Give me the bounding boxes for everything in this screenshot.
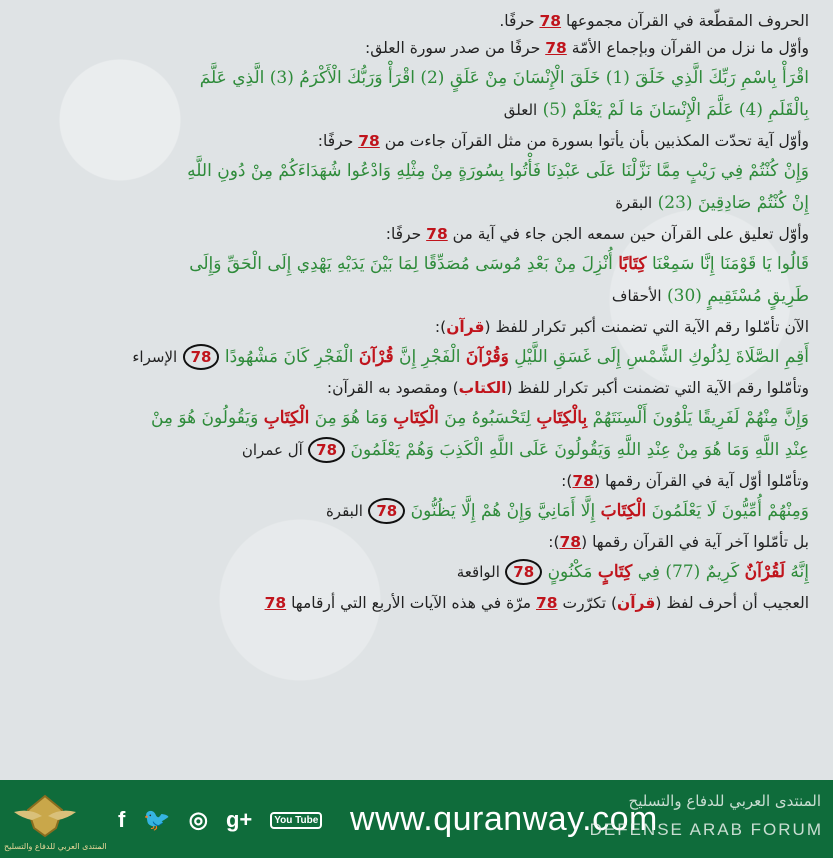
- social-icons: [118, 808, 322, 832]
- google-plus-icon[interactable]: g+: [225, 807, 253, 832]
- forum-logo-icon: [12, 788, 78, 850]
- circled-verse-number: 78: [368, 498, 405, 524]
- verse-text: وَإِنَّ مِنْهُمْ لَفَرِيقًا يَلْوُونَ أَلْسِنَتَهُمْ: [592, 408, 809, 428]
- text-fragment: بل تأمّلوا آخر آية في القرآن رقمها (: [581, 533, 809, 551]
- quran-verse: [20, 402, 809, 466]
- footer-bar: [0, 780, 833, 858]
- verse-text: قَالُوا يَا قَوْمَنَا إِنَّا سَمِعْنَا: [651, 254, 809, 274]
- text-line: [20, 128, 809, 155]
- surah-reference: العلق: [503, 101, 538, 119]
- verse-text: أَقِمِ الصَّلَاةَ لِدُلُوكِ الشَّمْسِ إِلَى غَسَقِ اللَّيْلِ: [514, 347, 809, 367]
- text-fragment: ):: [434, 318, 447, 336]
- verse-text: إِنْ كُنْتُمْ صَادِقِينَ (23): [657, 193, 809, 213]
- highlighted-word: لَقُرْآنٌ: [744, 562, 786, 582]
- text-fragment: ):: [548, 533, 560, 551]
- number-highlight: 78: [536, 594, 558, 612]
- number-highlight: 78: [559, 533, 582, 551]
- verse-text: أُنْزِلَ مِنْ بَعْدِ مُوسَى مُصَدِّقًا لِمَا بَيْنَ يَدَيْهِ يَهْدِي إِلَى الْحَقِّ وَإِلَى: [189, 254, 613, 274]
- verse-text: وَمِنْهُمْ أُمِّيُّونَ لَا يَعْلَمُونَ: [651, 501, 809, 521]
- text-fragment: مرّة في هذه الآيات الأربع التي أرقامها: [291, 594, 532, 612]
- highlighted-word: الكتاب: [458, 379, 507, 397]
- quran-verse: [20, 62, 809, 126]
- forum-watermark-english: DEFENSE ARAB FORUM: [589, 820, 823, 839]
- text-fragment: ):: [561, 472, 573, 490]
- instagram-icon[interactable]: ◎: [188, 807, 208, 832]
- quran-verse: [20, 341, 809, 373]
- text-fragment: حرفًا:: [317, 132, 354, 150]
- text-line: [20, 314, 809, 341]
- number-highlight: 78: [545, 39, 567, 57]
- website-link[interactable]: www.quranway.com: [350, 800, 658, 838]
- text-fragment: وتأمّلوا رقم الآية التي تضمنت أكبر تكرار للفظ (: [506, 379, 809, 397]
- text-fragment: حرفًا:: [385, 225, 422, 243]
- quran-verse: [20, 248, 809, 312]
- article-body: [20, 8, 809, 617]
- verse-text: وَإِنْ كُنْتُمْ فِي رَيْبٍ مِمَّا نَزَّلْنَا عَلَى عَبْدِنَا فَأْتُوا بِسُورَةٍ مِنْ مِثْلِهِ وَادْعُوا شُهَدَاءَكُمْ مِنْ دُونِ اللَّهِ: [187, 161, 809, 181]
- text-fragment: ) ومقصود به القرآن:: [326, 379, 459, 397]
- quran-verse: [20, 556, 809, 588]
- surah-reference: الإسراء: [132, 348, 178, 366]
- number-highlight: 78: [358, 132, 380, 150]
- text-line: [20, 221, 809, 248]
- verse-text: الْفَجْرِ إِنَّ: [399, 347, 461, 367]
- circled-verse-number: 78: [505, 559, 542, 585]
- surah-reference: البقرة: [325, 502, 363, 520]
- text-fragment: وتأمّلوا أوّل آية في القرآن رقمها (: [593, 472, 809, 490]
- verse-text: طَرِيقٍ مُسْتَقِيمٍ (30): [667, 286, 809, 306]
- highlighted-word: كِتَابٍ: [597, 562, 633, 582]
- verse-text: لِتَحْسَبُوهُ مِنَ: [444, 408, 531, 428]
- highlighted-word: قرآن: [446, 318, 485, 336]
- quran-verse: [20, 495, 809, 527]
- circled-verse-number: 78: [308, 437, 345, 463]
- verse-text: بِالْقَلَمِ (4) عَلَّمَ الْإِنْسَانَ مَا لَمْ يَعْلَمْ (5): [542, 100, 809, 120]
- highlighted-word: وَقُرْآنَ: [465, 347, 509, 367]
- text-line: [20, 8, 809, 35]
- circled-verse-number: 78: [183, 344, 220, 370]
- verse-text: إِنَّهُ: [790, 562, 809, 582]
- surah-reference: الواقعة: [456, 563, 500, 581]
- quran-verse: [20, 155, 809, 219]
- number-highlight: 78: [539, 12, 562, 30]
- text-fragment: الآن تأمّلوا رقم الآية التي تضمنت أكبر تكرار للفظ (: [484, 318, 809, 336]
- surah-reference: آل عمران: [241, 441, 303, 459]
- text-line: [20, 468, 809, 495]
- verse-text: إِلَّا أَمَانِيَّ وَإِنْ هُمْ إِلَّا يَظُنُّونَ: [410, 501, 596, 521]
- number-highlight: 78: [572, 472, 594, 490]
- verse-text: مَكْنُونٍ: [547, 562, 593, 582]
- forum-watermark-arabic: المنتدى العربي للدفاع والتسليح: [628, 792, 821, 810]
- youtube-icon[interactable]: You Tube: [270, 812, 322, 829]
- text-fragment: حرفًا من صدر سورة العلق:: [365, 39, 541, 57]
- number-highlight: 78: [264, 594, 287, 612]
- verse-text: عِنْدِ اللَّهِ وَمَا هُوَ مِنْ عِنْدِ اللَّهِ وَيَقُولُونَ عَلَى اللَّهِ الْكَذِبَ وَهُمْ يَعْلَمُونَ: [350, 440, 809, 460]
- highlighted-word: الْكِتَابَ: [600, 501, 647, 521]
- text-fragment: ) تكرّرت: [562, 594, 618, 612]
- surah-reference: الأحقاف: [611, 287, 662, 305]
- verse-text: وَيَقُولُونَ هُوَ مِنْ: [150, 408, 259, 428]
- text-line: [20, 35, 809, 62]
- highlighted-word: كِتَابًا: [618, 254, 647, 274]
- text-line: [20, 375, 809, 402]
- highlighted-word: الْكِتَابِ: [263, 408, 310, 428]
- highlighted-word: قُرْآنَ: [358, 347, 394, 367]
- logo-caption: المنتدى العربي للدفاع والتسليح: [4, 842, 107, 851]
- text-line: [20, 590, 809, 617]
- text-line: [20, 529, 809, 556]
- twitter-icon[interactable]: 🐦: [143, 807, 171, 832]
- highlighted-word: بِالْكِتَابِ: [536, 408, 588, 428]
- verse-text: وَمَا هُوَ مِنَ: [314, 408, 388, 428]
- text-fragment: وأوّل تعليق على القرآن حين سمعه الجن جاء في آية من: [452, 225, 809, 243]
- verse-text: كَرِيمٌ (77) فِي: [637, 562, 740, 582]
- verse-text: الْفَجْرِ كَانَ مَشْهُودًا: [224, 347, 354, 367]
- text-fragment: الحروف المقطّعة في القرآن مجموعها: [565, 12, 809, 30]
- number-highlight: 78: [426, 225, 448, 243]
- highlighted-word: الْكِتَابِ: [393, 408, 439, 428]
- text-fragment: وأوّل آية تحدّت المكذبين بأن يأتوا بسورة من مثل القرآن جاءت من: [384, 132, 809, 150]
- text-fragment: وأوّل ما نزل من القرآن وبإجماع الأمّة: [571, 39, 809, 57]
- text-fragment: حرفًا.: [499, 12, 535, 30]
- surah-reference: البقرة: [615, 194, 653, 212]
- facebook-icon[interactable]: f: [118, 807, 126, 832]
- text-fragment: العجيب أن أحرف لفظ (: [655, 594, 809, 612]
- verse-text: اقْرَأْ بِاسْمِ رَبِّكَ الَّذِي خَلَقَ (1) خَلَقَ الْإِنْسَانَ مِنْ عَلَقٍ (2) اقْرَأْ وَرَبُّكَ الْأَكْرَمُ (3) الَّذِي عَلَّمَ: [199, 68, 809, 88]
- highlighted-word: قرآن: [617, 594, 656, 612]
